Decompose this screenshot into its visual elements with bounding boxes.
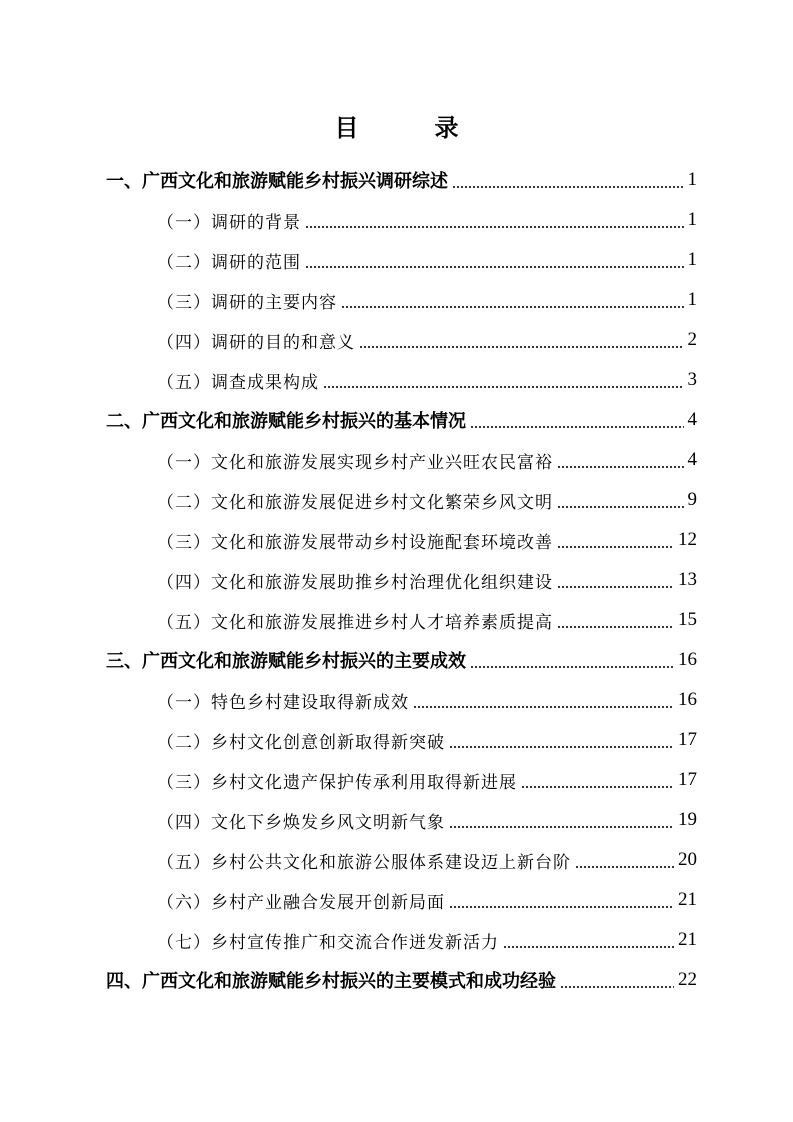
toc-entry-page-number: 17 [678, 729, 697, 750]
dot-leader [323, 386, 684, 388]
toc-entry-text: （四）调研的目的和意义 [157, 332, 355, 353]
toc-entry[interactable] [157, 200, 697, 240]
toc-entry-page-number: 12 [678, 529, 697, 550]
toc-entry[interactable] [157, 320, 697, 360]
dot-leader [557, 586, 674, 588]
toc-entry-page-number: 16 [678, 689, 697, 710]
toc-entry-page-number: 9 [687, 489, 697, 510]
toc-entry-text: （五）乡村公共文化和旅游公服体系建设迈上新台阶 [157, 852, 571, 873]
toc-entry[interactable] [157, 880, 697, 920]
dot-leader [359, 346, 684, 348]
toc-entry-text: （三）乡村文化遗产保护传承利用取得新进展 [157, 772, 517, 793]
toc-entry-page-number: 1 [687, 289, 697, 310]
toc-entry[interactable] [106, 640, 697, 680]
toc-entry-text: （一）调研的背景 [157, 212, 301, 233]
toc-entry[interactable] [157, 840, 697, 880]
toc-entry[interactable] [157, 240, 697, 280]
toc-entry[interactable] [157, 920, 697, 960]
toc-entry-page-number: 2 [687, 329, 697, 350]
toc-entry[interactable] [157, 800, 697, 840]
toc-entry-page-number: 4 [687, 409, 697, 430]
toc-entry-page-number: 21 [678, 929, 697, 950]
toc-entry-text: 二、广西文化和旅游赋能乡村振兴的基本情况 [106, 411, 466, 432]
dot-leader [470, 426, 684, 428]
toc-entry-page-number: 3 [687, 369, 697, 390]
dot-leader [575, 866, 674, 868]
toc-entry-text: （二）调研的范围 [157, 252, 301, 273]
dot-leader [560, 986, 674, 988]
toc-entry-text: （七）乡村宣传推广和交流合作迸发新活力 [157, 932, 499, 953]
toc-entry[interactable] [157, 480, 697, 520]
toc-entry-page-number: 15 [678, 609, 697, 630]
toc-entry[interactable] [157, 600, 697, 640]
toc-entry[interactable] [106, 960, 697, 1000]
toc-entry[interactable] [157, 720, 697, 760]
toc-entry-page-number: 1 [687, 169, 697, 190]
toc-entry[interactable] [157, 440, 697, 480]
toc-entry-text: （三）调研的主要内容 [157, 292, 337, 313]
page-title: 目 录 [334, 114, 485, 142]
toc-entry-page-number: 4 [687, 449, 697, 470]
toc-entry-text: 三、广西文化和旅游赋能乡村振兴的主要成效 [106, 651, 466, 672]
dot-leader [470, 666, 674, 668]
toc-entry-text: 一、广西文化和旅游赋能乡村振兴调研综述 [106, 171, 448, 192]
dot-leader [413, 706, 674, 708]
toc-entry-text: （二）乡村文化创意创新取得新突破 [157, 732, 445, 753]
dot-leader [305, 266, 684, 268]
dot-leader [557, 466, 684, 468]
toc-entry[interactable] [157, 560, 697, 600]
toc-entry-text: （三）文化和旅游发展带动乡村设施配套环境改善 [157, 532, 553, 553]
toc-entry-text: （四）文化下乡焕发乡风文明新气象 [157, 812, 445, 833]
dot-leader [449, 826, 674, 828]
toc-entry-page-number: 13 [678, 569, 697, 590]
toc-entry-page-number: 17 [678, 769, 697, 790]
toc-entry-page-number: 19 [678, 809, 697, 830]
toc-entry-text: （四）文化和旅游发展助推乡村治理优化组织建设 [157, 572, 553, 593]
toc-entry-text: （五）调查成果构成 [157, 372, 319, 393]
toc-entry[interactable] [106, 400, 697, 440]
toc-entry-page-number: 1 [687, 209, 697, 230]
toc-entry-page-number: 21 [678, 889, 697, 910]
toc-entry[interactable] [157, 520, 697, 560]
toc-entry-page-number: 22 [678, 969, 697, 990]
toc-entry-page-number: 1 [687, 249, 697, 270]
dot-leader [503, 946, 674, 948]
dot-leader [557, 506, 684, 508]
toc-entry-text: （五）文化和旅游发展推进乡村人才培养素质提高 [157, 612, 553, 633]
dot-leader [305, 226, 684, 228]
toc-entry[interactable] [106, 160, 697, 200]
toc-entry[interactable] [157, 360, 697, 400]
toc-entry[interactable] [157, 760, 697, 800]
toc-entry-page-number: 16 [678, 649, 697, 670]
dot-leader [557, 546, 674, 548]
dot-leader [452, 186, 684, 188]
toc-entry-text: （六）乡村产业融合发展开创新局面 [157, 892, 445, 913]
toc-entry[interactable] [157, 680, 697, 720]
toc-entry-text: （一）特色乡村建设取得新成效 [157, 692, 409, 713]
dot-leader [521, 786, 674, 788]
dot-leader [557, 626, 674, 628]
dot-leader [449, 746, 674, 748]
toc-entry-page-number: 20 [678, 849, 697, 870]
toc-entry[interactable] [157, 280, 697, 320]
toc-entry-text: 四、广西文化和旅游赋能乡村振兴的主要模式和成功经验 [106, 971, 556, 992]
dot-leader [341, 306, 684, 308]
toc-entry-text: （一）文化和旅游发展实现乡村产业兴旺农民富裕 [157, 452, 553, 473]
toc-entry-text: （二）文化和旅游发展促进乡村文化繁荣乡风文明 [157, 492, 553, 513]
dot-leader [449, 906, 674, 908]
